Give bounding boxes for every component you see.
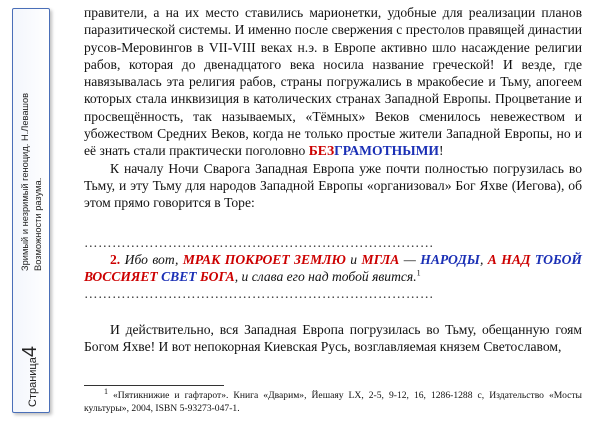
page-number-label [19,346,42,407]
quote-red-4: ВОССИЯЕТ [84,269,162,285]
footnote [84,386,582,415]
quote-red-3: А НАД [487,251,535,267]
quote-text-1: Ибо вот, [120,251,183,267]
quote-blue-2: ТОБОЙ [534,251,582,267]
paragraph-1-end: ! [438,143,444,159]
quote-text-2: и [345,251,362,267]
footnote-number: 1 [104,386,108,396]
emphasis-bez: БЕЗ [308,143,335,159]
quote-blue-3: СВЕТ [161,269,197,285]
main-text [84,4,582,355]
quote-red-2: МГЛА [361,251,400,267]
page-number: 4 [19,346,41,358]
paragraph-2: К началу Ночи Сварога Западная Европа уже почти полностью погрузилась во Тьму, и эту Тьму для народов Западной Европы «организовал» Бог Яхве (Иегова), об этом прямо говорится в Торе: [84,160,582,211]
page-sidebar [12,8,50,413]
book-title: Возможности разума. [33,177,43,271]
footnote-text: «Пятикнижие и гафтарот». Книга «Дварим», Йешаяу LX, 2-5, 9-12, 16, 1286-1288 с, Издательство «Мосты культуры», 2004, ISBN 5-93273-047-1. [84,390,582,414]
torah-quote [84,251,582,286]
quote-text-5: , и слава его над тобой явится. [234,269,417,285]
quote-text-4: , [479,251,488,267]
paragraph-1-text: правители, а на их место ставились марионетки, удобные для реализации планов паразитической системы. И именно после свержения с престолов правящей династии русов-Меровингов в VII-VIII веках н.э. в Европе активно шло насаждение религии рабов, которая до двенадцатого века носила название греческой! И везде, где навязывалась эта религия рабов, страны погружались в мракобесие и Тьму, апогеем которых стала инквизиция в католических странах Западной Европы. Процветание и просвещённость, так называемых, «Тёмных» Веков сменилось невежеством и убожеством Средних Веков, когда не только простые жители Западной Европы, но и её знать стали практически поголовно [84,5,582,159]
ellipsis-line-2: ………………………………………………………………… [84,286,434,302]
emphasis-gramotnymi: ГРАМОТНЫМИ [334,143,439,159]
quote-red-5: БОГА [196,269,235,285]
paragraph-3: И действительно, вся Западная Европа погрузилась во Тьму, обещанную гоям Богом Яхве! И вот непокорная Киевская Русь, возглавляемая князем Светославом, [84,321,582,355]
ellipsis-line-1: ………………………………………………………………… [84,234,434,250]
paragraph-1 [84,4,582,160]
author-title: Зримый и незримый геноцид. Н.Левашов [20,92,30,271]
quote-blue-1: НАРОДЫ [420,251,480,267]
page-label: Страница [27,357,39,407]
quote-red-1: МРАК ПОКРОЕТ ЗЕМЛЮ [182,251,346,267]
quote-number: 2. [110,251,121,267]
footnote-ref[interactable]: 1 [416,268,421,278]
quote-text-3: — [399,251,421,267]
